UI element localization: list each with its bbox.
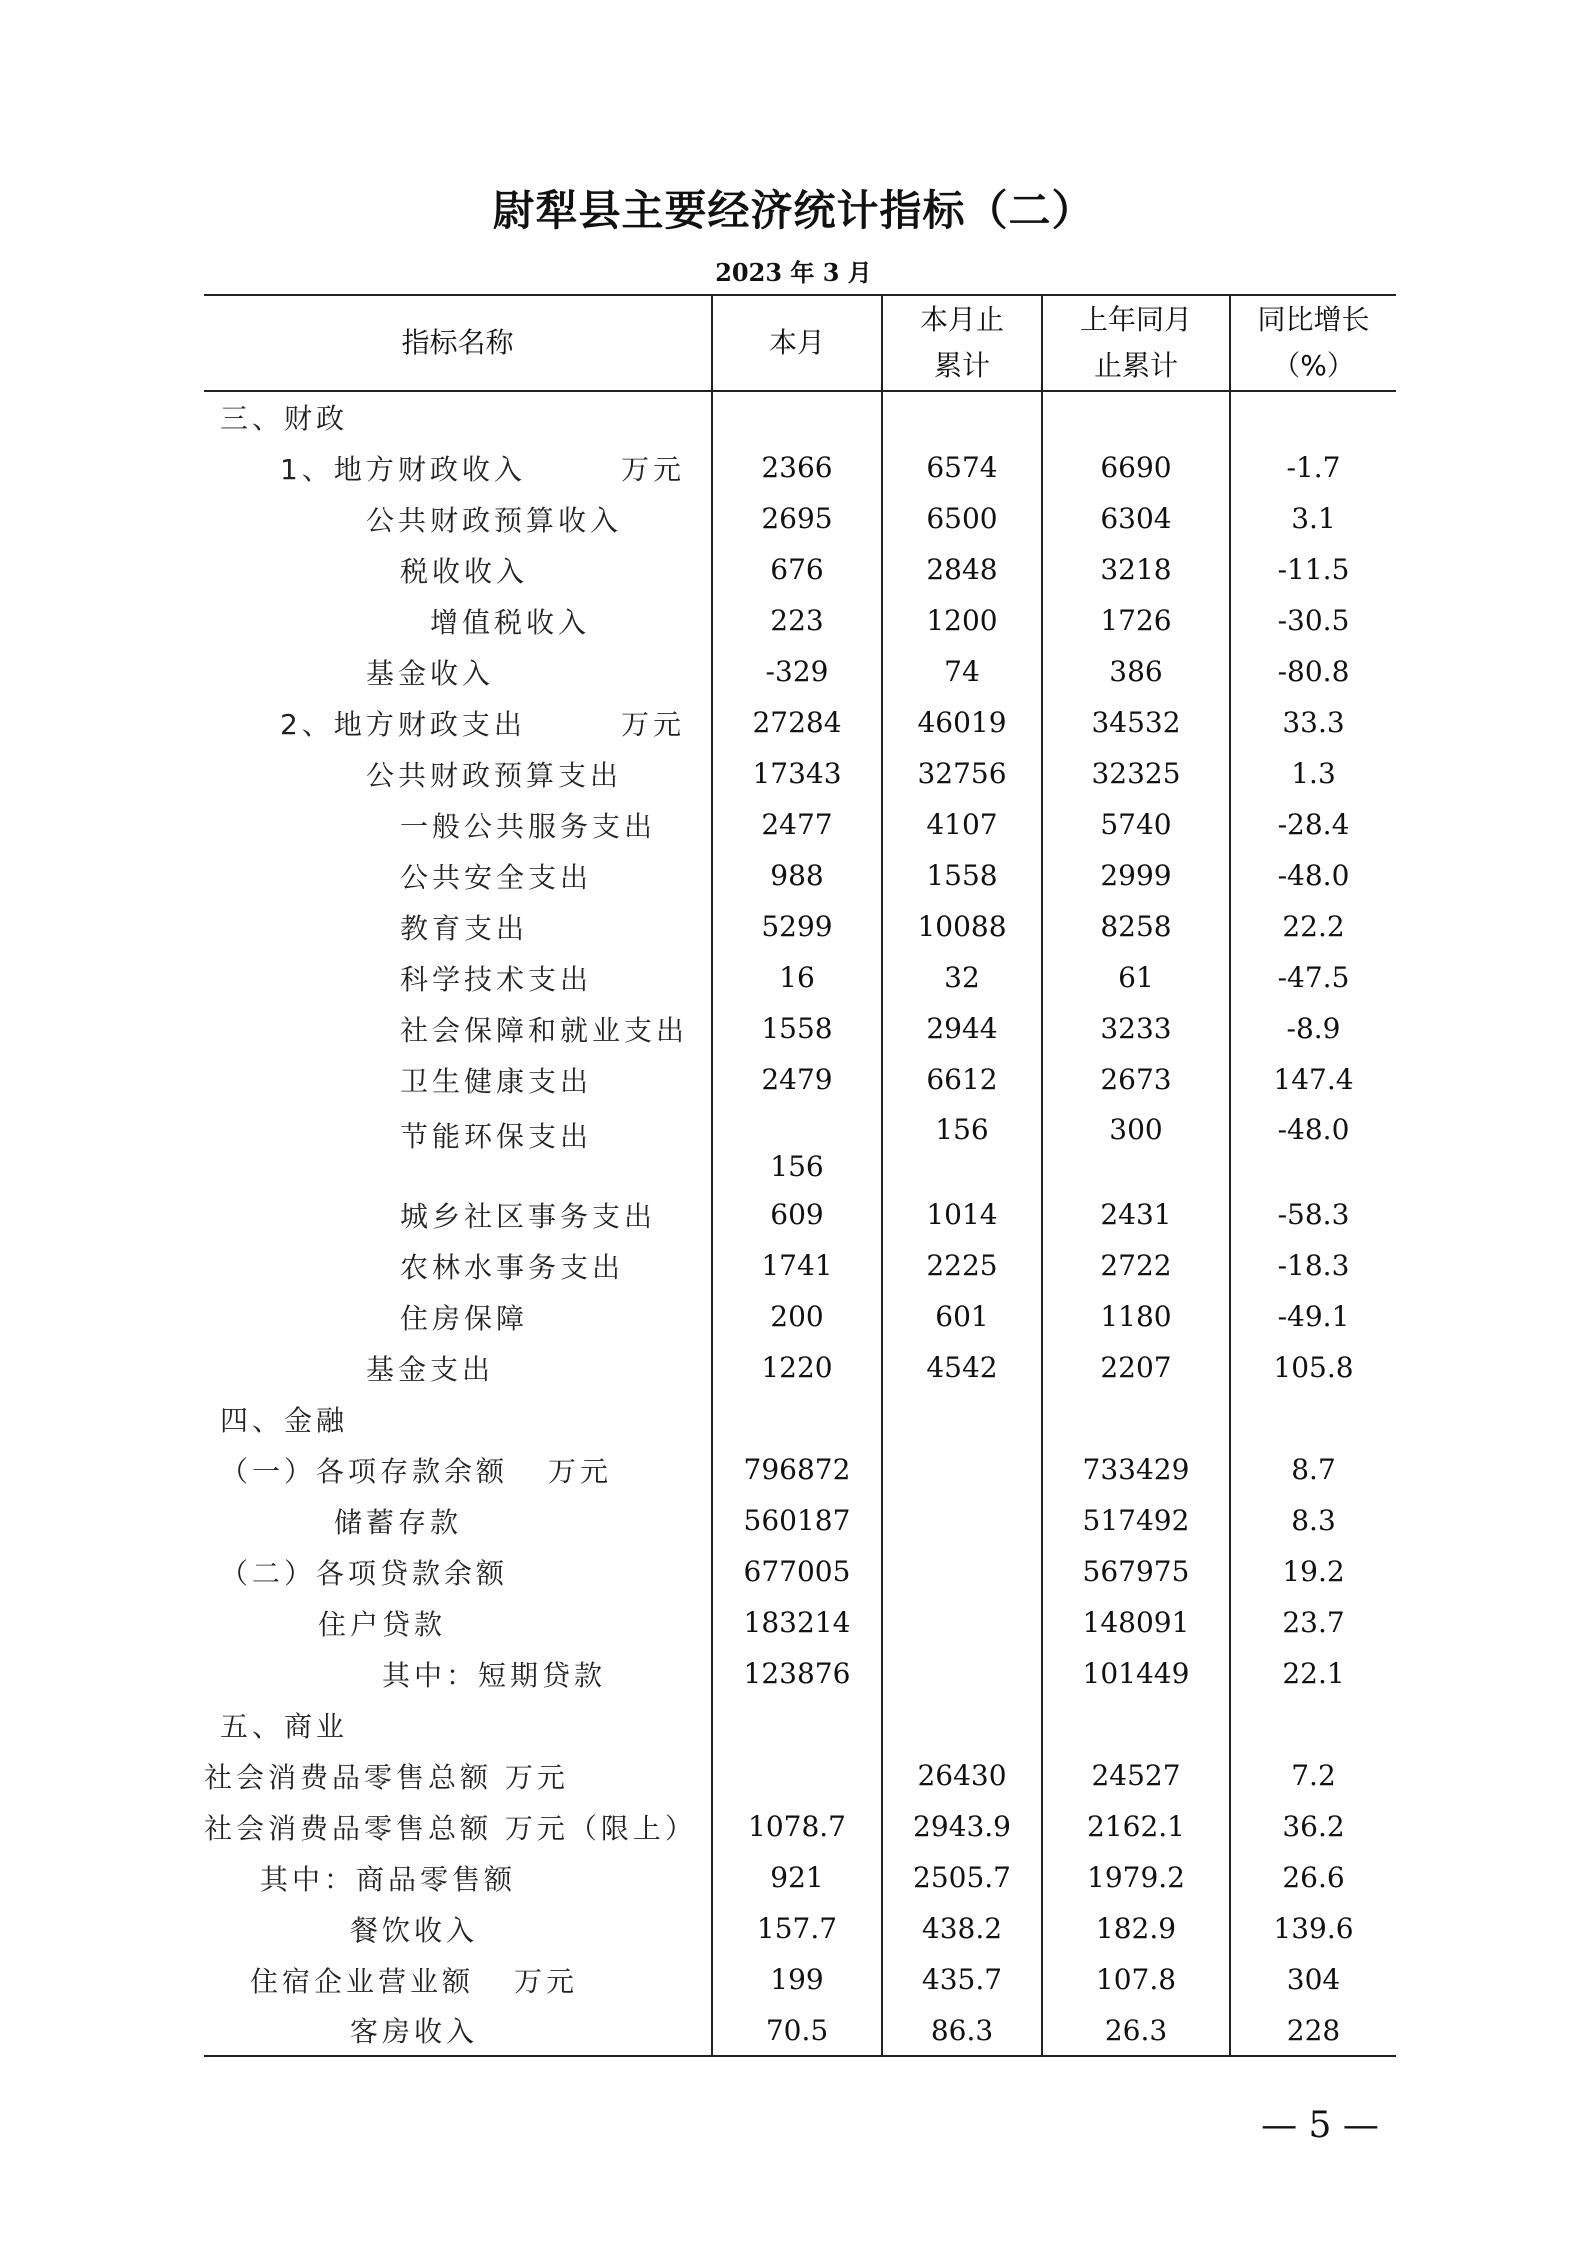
value-last-year-cumulative: 26.3 xyxy=(1042,2005,1230,2056)
indicator-name xyxy=(204,901,712,952)
value-current-month: 2479 xyxy=(712,1054,882,1105)
value-last-year-cumulative: 6304 xyxy=(1042,493,1230,544)
indicator-name xyxy=(204,1801,712,1852)
table-row xyxy=(204,1801,1396,1852)
indicator-name xyxy=(204,1003,712,1054)
value-current-month: 2366 xyxy=(712,442,882,493)
indicator-label: 科学技术支出 xyxy=(400,962,593,996)
value-cumulative: 4542 xyxy=(882,1342,1042,1393)
page-title: 尉犁县主要经济统计指标（二） xyxy=(492,186,1095,235)
value-yoy-growth: 147.4 xyxy=(1230,1054,1396,1105)
value-last-year-cumulative: 2722 xyxy=(1042,1240,1230,1291)
value-last-year-cumulative: 24527 xyxy=(1042,1750,1230,1801)
indicator-label: 公共财政预算收入 xyxy=(366,503,623,537)
value-cumulative: 6574 xyxy=(882,442,1042,493)
indicator-name xyxy=(204,1105,712,1189)
report-date: 2023 年 3 月 xyxy=(715,258,872,287)
table-row xyxy=(204,901,1396,952)
value-last-year-cumulative: 2162.1 xyxy=(1042,1801,1230,1852)
value-cumulative: 6612 xyxy=(882,1054,1042,1105)
value-yoy-growth: 7.2 xyxy=(1230,1750,1396,1801)
indicator-name xyxy=(204,1054,712,1105)
indicator-name xyxy=(204,1189,712,1240)
value-current-month: 988 xyxy=(712,850,882,901)
indicator-label: 基金支出 xyxy=(366,1352,495,1386)
value-yoy-growth: 139.6 xyxy=(1230,1903,1396,1954)
indicator-name xyxy=(204,442,712,493)
value-last-year-cumulative: 6690 xyxy=(1042,442,1230,493)
indicator-label: 教育支出 xyxy=(400,911,529,945)
indicator-name xyxy=(204,2005,712,2056)
indicator-name xyxy=(204,1954,712,2005)
table-row xyxy=(204,1054,1396,1105)
value-last-year-cumulative: 567975 xyxy=(1042,1546,1230,1597)
table-row xyxy=(204,697,1396,748)
indicator-name xyxy=(204,1750,712,1801)
indicator-label: 卫生健康支出 xyxy=(400,1064,593,1098)
value-last-year-cumulative: 1726 xyxy=(1042,595,1230,646)
table-row xyxy=(204,442,1396,493)
value-current-month: 1078.7 xyxy=(712,1801,882,1852)
value-current-month xyxy=(712,391,882,442)
value-yoy-growth: 1.3 xyxy=(1230,748,1396,799)
value-last-year-cumulative: 182.9 xyxy=(1042,1903,1230,1954)
table-row xyxy=(204,1189,1396,1240)
value-cumulative xyxy=(882,1495,1042,1546)
value-current-month xyxy=(712,1750,882,1801)
value-current-month: 676 xyxy=(712,544,882,595)
value-last-year-cumulative: 34532 xyxy=(1042,697,1230,748)
value-current-month: 70.5 xyxy=(712,2005,882,2056)
value-cumulative: 1200 xyxy=(882,595,1042,646)
indicator-label: 公共财政预算支出 xyxy=(366,758,623,792)
table-row xyxy=(204,1240,1396,1291)
value-yoy-growth: -58.3 xyxy=(1230,1189,1396,1240)
value-current-month: -329 xyxy=(712,646,882,697)
value-yoy-growth: -48.0 xyxy=(1230,850,1396,901)
value-last-year-cumulative: 8258 xyxy=(1042,901,1230,952)
value-yoy-growth: -30.5 xyxy=(1230,595,1396,646)
value-cumulative: 10088 xyxy=(882,901,1042,952)
indicator-label: 城乡社区事务支出 xyxy=(400,1199,657,1233)
value-cumulative xyxy=(882,1444,1042,1495)
value-cumulative: 26430 xyxy=(882,1750,1042,1801)
indicator-name xyxy=(204,748,712,799)
value-yoy-growth: 26.6 xyxy=(1230,1852,1396,1903)
value-yoy-growth: 19.2 xyxy=(1230,1546,1396,1597)
indicator-label: 住宿企业营业额 xyxy=(250,1964,475,1998)
indicator-label: 住房保障 xyxy=(400,1301,529,1335)
indicator-label: 社会消费品零售总额 万元（限上） xyxy=(204,1811,697,1845)
value-cumulative: 2944 xyxy=(882,1003,1042,1054)
value-cumulative: 1558 xyxy=(882,850,1042,901)
indicator-name xyxy=(204,1393,712,1444)
value-current-month: 157.7 xyxy=(712,1903,882,1954)
value-current-month: 677005 xyxy=(712,1546,882,1597)
value-cumulative: 46019 xyxy=(882,697,1042,748)
value-current-month xyxy=(712,1699,882,1750)
table-row xyxy=(204,1342,1396,1393)
value-cumulative: 32 xyxy=(882,952,1042,1003)
table-row xyxy=(204,1954,1396,2005)
table-row xyxy=(204,544,1396,595)
value-yoy-growth: 8.3 xyxy=(1230,1495,1396,1546)
table-row xyxy=(204,1852,1396,1903)
value-cumulative: 4107 xyxy=(882,799,1042,850)
value-cumulative: 2505.7 xyxy=(882,1852,1042,1903)
value-last-year-cumulative: 386 xyxy=(1042,646,1230,697)
indicator-name xyxy=(204,493,712,544)
value-current-month xyxy=(712,1393,882,1444)
value-last-year-cumulative: 148091 xyxy=(1042,1597,1230,1648)
value-last-year-cumulative: 2999 xyxy=(1042,850,1230,901)
value-yoy-growth: 3.1 xyxy=(1230,493,1396,544)
indicator-label: 住户贷款 xyxy=(318,1607,447,1641)
value-last-year-cumulative: 107.8 xyxy=(1042,1954,1230,2005)
value-last-year-cumulative: 1180 xyxy=(1042,1291,1230,1342)
value-last-year-cumulative: 3218 xyxy=(1042,544,1230,595)
indicator-label: 餐饮收入 xyxy=(350,1913,479,1947)
indicator-name xyxy=(204,1342,712,1393)
indicator-label: 1、地方财政收入 xyxy=(280,452,526,486)
value-yoy-growth: -1.7 xyxy=(1230,442,1396,493)
table-row xyxy=(204,1291,1396,1342)
indicator-name xyxy=(204,544,712,595)
value-current-month: 1558 xyxy=(712,1003,882,1054)
header-current-month: 本月 xyxy=(712,295,882,391)
indicator-label: 税收收入 xyxy=(400,554,529,588)
value-current-month: 609 xyxy=(712,1189,882,1240)
indicator-name xyxy=(204,646,712,697)
value-yoy-growth: 23.7 xyxy=(1230,1597,1396,1648)
indicator-label: 公共安全支出 xyxy=(400,860,593,894)
indicator-name xyxy=(204,1903,712,1954)
indicator-name xyxy=(204,799,712,850)
value-current-month: 796872 xyxy=(712,1444,882,1495)
header-cumulative: 本月止 累计 xyxy=(882,295,1042,391)
indicator-label: 2、地方财政支出 xyxy=(280,707,526,741)
value-yoy-growth: -28.4 xyxy=(1230,799,1396,850)
indicator-name xyxy=(204,595,712,646)
value-current-month: 223 xyxy=(712,595,882,646)
value-last-year-cumulative xyxy=(1042,1393,1230,1444)
table-row xyxy=(204,1699,1396,1750)
indicator-name xyxy=(204,1291,712,1342)
table-row xyxy=(204,1546,1396,1597)
value-last-year-cumulative: 61 xyxy=(1042,952,1230,1003)
table-row xyxy=(204,391,1396,442)
value-cumulative xyxy=(882,1597,1042,1648)
value-last-year-cumulative: 300 xyxy=(1042,1105,1230,1189)
table-body xyxy=(204,391,1396,2056)
value-cumulative xyxy=(882,391,1042,442)
indicator-unit: 万元 xyxy=(548,1454,613,1488)
value-cumulative: 86.3 xyxy=(882,2005,1042,2056)
indicator-label: 客房收入 xyxy=(350,2015,479,2048)
value-last-year-cumulative: 517492 xyxy=(1042,1495,1230,1546)
table-row xyxy=(204,493,1396,544)
value-current-month: 200 xyxy=(712,1291,882,1342)
value-yoy-growth xyxy=(1230,1393,1396,1444)
indicator-name xyxy=(204,391,712,442)
table-row xyxy=(204,1003,1396,1054)
value-cumulative: 435.7 xyxy=(882,1954,1042,2005)
value-yoy-growth: 105.8 xyxy=(1230,1342,1396,1393)
indicator-unit: 万元 xyxy=(620,452,685,486)
value-current-month: 16 xyxy=(712,952,882,1003)
value-current-month: 17343 xyxy=(712,748,882,799)
indicator-name xyxy=(204,850,712,901)
indicator-name xyxy=(204,1648,712,1699)
value-yoy-growth: 33.3 xyxy=(1230,697,1396,748)
table-row xyxy=(204,1750,1396,1801)
table-row xyxy=(204,1903,1396,1954)
value-yoy-growth: -80.8 xyxy=(1230,646,1396,697)
table-row xyxy=(204,952,1396,1003)
indicator-name xyxy=(204,1597,712,1648)
table-row xyxy=(204,646,1396,697)
indicator-name xyxy=(204,697,712,748)
indicator-name xyxy=(204,1852,712,1903)
value-cumulative: 32756 xyxy=(882,748,1042,799)
value-cumulative: 2225 xyxy=(882,1240,1042,1291)
value-last-year-cumulative: 1979.2 xyxy=(1042,1852,1230,1903)
value-current-month: 2695 xyxy=(712,493,882,544)
value-yoy-growth: 36.2 xyxy=(1230,1801,1396,1852)
value-cumulative: 74 xyxy=(882,646,1042,697)
value-current-month: 1220 xyxy=(712,1342,882,1393)
indicator-label: 增值税收入 xyxy=(430,605,591,639)
indicator-label: 五、商业 xyxy=(220,1709,349,1743)
indicator-name xyxy=(204,1495,712,1546)
table-row xyxy=(204,1597,1396,1648)
value-last-year-cumulative: 5740 xyxy=(1042,799,1230,850)
value-yoy-growth: 22.2 xyxy=(1230,901,1396,952)
indicator-label: 一般公共服务支出 xyxy=(400,809,657,843)
indicator-label: 四、金融 xyxy=(220,1403,349,1437)
value-cumulative: 2943.9 xyxy=(882,1801,1042,1852)
indicator-label: 农林水事务支出 xyxy=(400,1250,625,1284)
value-yoy-growth: -48.0 xyxy=(1230,1105,1396,1189)
value-current-month: 2477 xyxy=(712,799,882,850)
table-row xyxy=(204,1495,1396,1546)
table-row xyxy=(204,1105,1396,1189)
statistics-table xyxy=(204,294,1396,2057)
value-current-month: 156 xyxy=(712,1105,882,1189)
indicator-label: 其中：短期贷款 xyxy=(382,1658,607,1692)
value-cumulative xyxy=(882,1699,1042,1750)
value-yoy-growth xyxy=(1230,1699,1396,1750)
indicator-label: 其中：商品零售额 xyxy=(260,1862,517,1896)
value-cumulative: 6500 xyxy=(882,493,1042,544)
value-current-month: 199 xyxy=(712,1954,882,2005)
table-row xyxy=(204,595,1396,646)
value-current-month: 183214 xyxy=(712,1597,882,1648)
indicator-label: （一）各项存款余额 xyxy=(220,1454,509,1488)
indicator-name xyxy=(204,1240,712,1291)
value-last-year-cumulative: 3233 xyxy=(1042,1003,1230,1054)
value-current-month: 921 xyxy=(712,1852,882,1903)
indicator-name xyxy=(204,1444,712,1495)
indicator-label: 储蓄存款 xyxy=(334,1505,463,1539)
table-row xyxy=(204,1444,1396,1495)
indicator-unit: 万元 xyxy=(620,707,685,741)
page-number: — 5 — xyxy=(1261,2105,1379,2146)
value-cumulative: 601 xyxy=(882,1291,1042,1342)
table-row xyxy=(204,850,1396,901)
indicator-name xyxy=(204,1699,712,1750)
table-row xyxy=(204,1393,1396,1444)
table-row xyxy=(204,799,1396,850)
value-current-month: 123876 xyxy=(712,1648,882,1699)
value-cumulative xyxy=(882,1648,1042,1699)
value-current-month: 560187 xyxy=(712,1495,882,1546)
table-row xyxy=(204,2005,1396,2056)
header-indicator-name: 指标名称 xyxy=(204,295,712,391)
value-yoy-growth: 228 xyxy=(1230,2005,1396,2056)
value-last-year-cumulative xyxy=(1042,1699,1230,1750)
value-last-year-cumulative: 2673 xyxy=(1042,1054,1230,1105)
value-yoy-growth: -11.5 xyxy=(1230,544,1396,595)
value-cumulative: 1014 xyxy=(882,1189,1042,1240)
indicator-name xyxy=(204,1546,712,1597)
value-current-month: 27284 xyxy=(712,697,882,748)
value-yoy-growth: 22.1 xyxy=(1230,1648,1396,1699)
indicator-label: （二）各项贷款余额 xyxy=(220,1556,509,1590)
indicator-name xyxy=(204,952,712,1003)
value-last-year-cumulative: 101449 xyxy=(1042,1648,1230,1699)
indicator-label: 社会消费品零售总额 万元 xyxy=(204,1760,569,1794)
value-cumulative xyxy=(882,1393,1042,1444)
table-row xyxy=(204,748,1396,799)
value-last-year-cumulative: 2207 xyxy=(1042,1342,1230,1393)
indicator-label: 社会保障和就业支出 xyxy=(400,1013,689,1047)
header-last-year-cumulative: 上年同月 止累计 xyxy=(1042,295,1230,391)
value-yoy-growth xyxy=(1230,391,1396,442)
value-last-year-cumulative xyxy=(1042,391,1230,442)
value-current-month: 1741 xyxy=(712,1240,882,1291)
value-yoy-growth: -47.5 xyxy=(1230,952,1396,1003)
indicator-label: 三、财政 xyxy=(220,402,349,435)
value-yoy-growth: 8.7 xyxy=(1230,1444,1396,1495)
indicator-unit: 万元 xyxy=(514,1964,579,1998)
value-current-month: 5299 xyxy=(712,901,882,952)
value-last-year-cumulative: 32325 xyxy=(1042,748,1230,799)
value-cumulative: 2848 xyxy=(882,544,1042,595)
value-last-year-cumulative: 733429 xyxy=(1042,1444,1230,1495)
value-cumulative xyxy=(882,1546,1042,1597)
value-yoy-growth: -8.9 xyxy=(1230,1003,1396,1054)
value-yoy-growth: -49.1 xyxy=(1230,1291,1396,1342)
value-cumulative: 438.2 xyxy=(882,1903,1042,1954)
value-cumulative: 156 xyxy=(882,1105,1042,1189)
value-yoy-growth: 304 xyxy=(1230,1954,1396,2005)
indicator-label: 节能环保支出 xyxy=(400,1120,593,1153)
header-yoy-growth: 同比增长 （%） xyxy=(1230,295,1396,391)
indicator-label: 基金收入 xyxy=(366,656,495,690)
table-header-row xyxy=(204,295,1396,391)
value-yoy-growth: -18.3 xyxy=(1230,1240,1396,1291)
table-row xyxy=(204,1648,1396,1699)
value-last-year-cumulative: 2431 xyxy=(1042,1189,1230,1240)
